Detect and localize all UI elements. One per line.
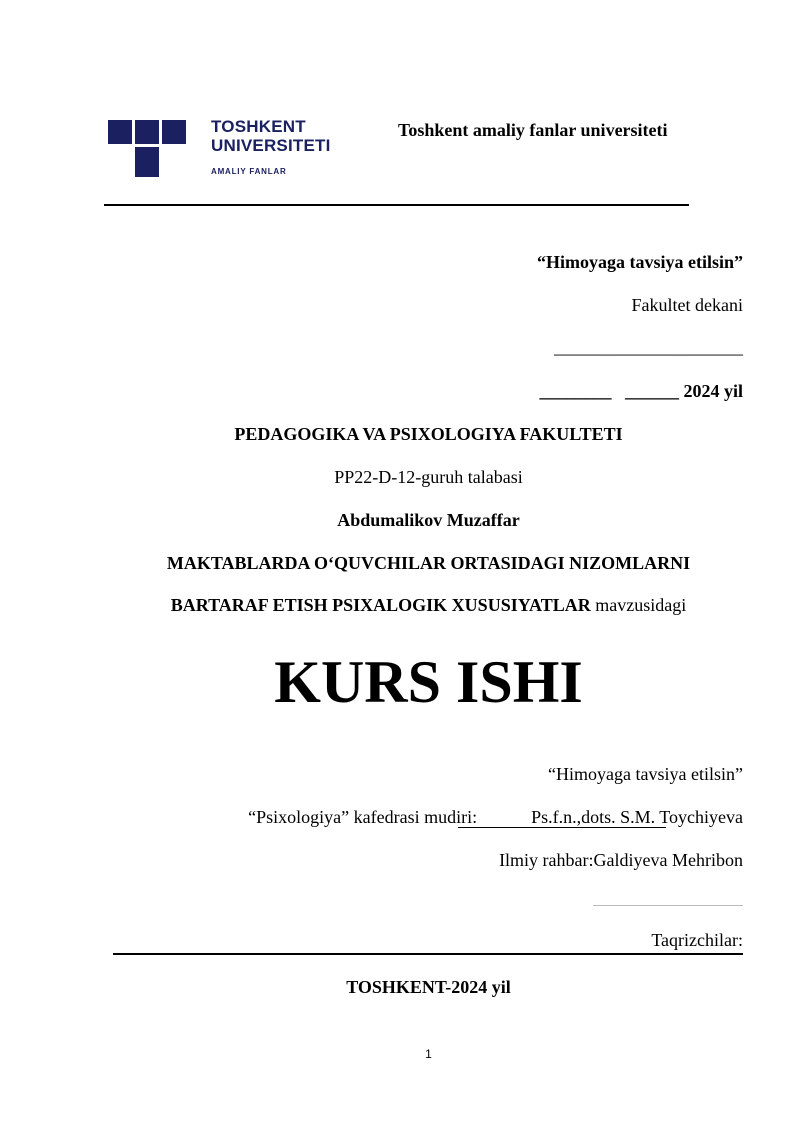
logo-square	[108, 120, 132, 144]
date-year: 2024 yil	[683, 381, 743, 401]
bottom-recommend: “Himoyaga tavsiya etilsin”	[548, 764, 743, 784]
university-logo	[108, 117, 348, 182]
logo-text-line2: UNIVERSITETI	[211, 136, 331, 155]
date-blank-day: ________	[539, 381, 612, 401]
topic-line2-bold: BARTARAF ETISH PSIXALOGIK XUSUSIYATLAR	[170, 595, 591, 615]
logo-text-line3: AMALIY FANLAR	[211, 167, 287, 176]
logo-text-line1: TOSHKENT	[211, 117, 306, 136]
reviewers-divider	[113, 953, 743, 955]
topic-line2	[0, 595, 800, 616]
department-head-name: Ps.f.n.,dots. S.M. Toychiyeva	[531, 807, 743, 827]
university-name: Toshkent amaliy fanlar universiteti	[398, 120, 668, 140]
department-head-underline	[458, 827, 666, 828]
reviewers-label: Taqrizchilar:	[651, 930, 743, 950]
date-blank-month: ______	[624, 381, 679, 401]
logo-square	[135, 120, 159, 144]
city-year: TOSHKENT-2024 yil	[346, 977, 511, 997]
student-group: PP22-D-12-guruh talabasi	[334, 467, 523, 487]
department-head-label: “Psixologiya” kafedrasi mudiri:	[248, 807, 478, 827]
topic-line1: MAKTABLARDA O‘QUVCHILAR ORTASIDAGI NIZOMLARNI	[166, 553, 691, 573]
dean-label: Fakultet dekani	[631, 295, 743, 315]
logo-square	[162, 120, 186, 144]
header-divider	[104, 204, 689, 206]
approval-date	[539, 381, 743, 402]
logo-square	[135, 147, 159, 177]
page-number: 1	[425, 1047, 432, 1061]
supervisor-signature-line	[593, 905, 743, 906]
dean-signature-line: _____________________	[554, 337, 743, 357]
approval-recommend: “Himoyaga tavsiya etilsin”	[537, 252, 743, 272]
student-name: Abdumalikov Muzaffar	[337, 510, 520, 530]
topic-line2-suffix: mavzusidagi	[595, 595, 687, 615]
department-head-line	[248, 807, 743, 828]
document-title: KURS ISHI	[274, 649, 583, 715]
supervisor: Ilmiy rahbar:Galdiyeva Mehribon	[499, 850, 743, 870]
faculty-name: PEDAGOGIKA VA PSIXOLOGIYA FAKULTETI	[234, 424, 623, 444]
